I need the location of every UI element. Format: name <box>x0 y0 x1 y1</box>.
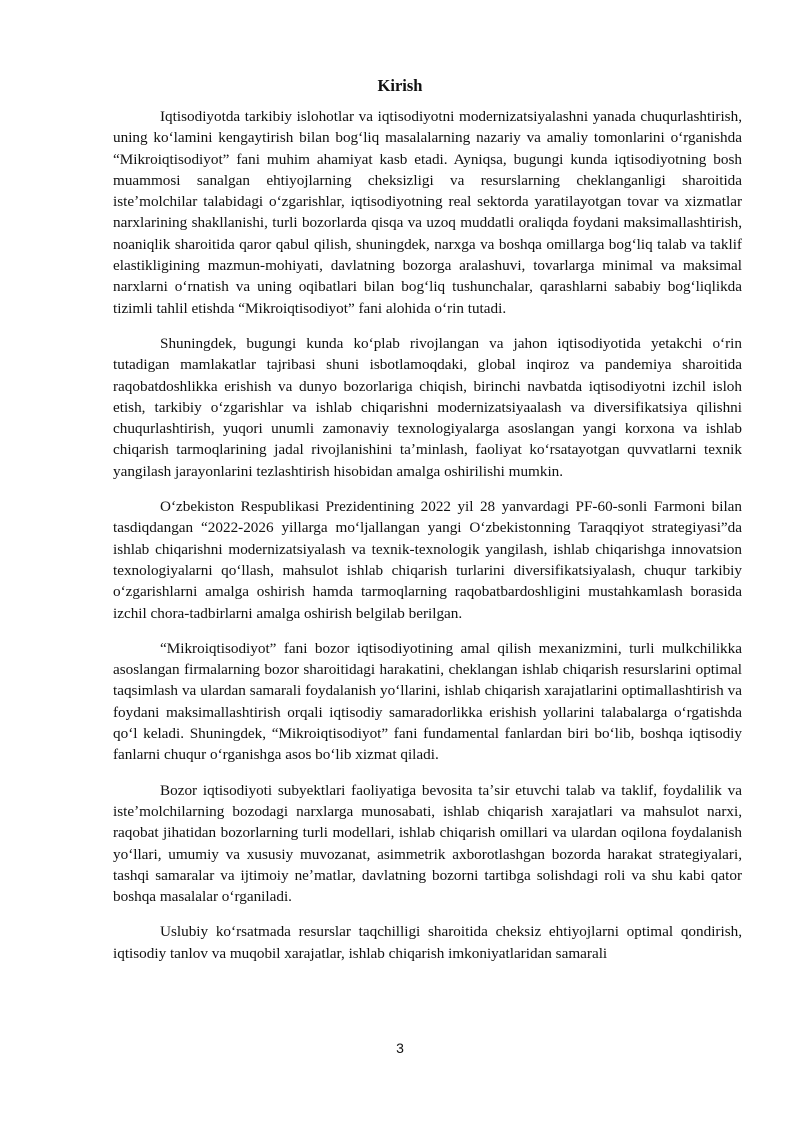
page-number: 3 <box>396 1040 404 1056</box>
paragraph-6: Uslubiy koʻrsatmada resurslar taqchilligi sharoitida cheksiz ehtiyojlarni optimal qondirish, iqtisodiy tanlov va muqobil xarajatlar, ishlab chiqarish imkoniyatlaridan samarali <box>113 923 742 962</box>
paragraph-3: Oʻzbekiston Respublikasi Prezidentining 2022 yil 28 yanvardagi PF-60-sonli Farmoni bilan tasdiqdangan “2022-2026 yillarga moʻljallangan yangi Oʻzbekistonning Taraqqiyot strategiyasi”da ishlab chiqarishni modernizatsiyalash va texnik-texnologik yangilash, ishlab chiqarishga innovatsion texnologiyalarni qoʻllash, mahsulot ishlab chiqarish turlarini diversifikatsiyalash, chuqur tarkibiy oʻzgarishlarni amalga oshirish hamda tarmoqlarning raqobatbardoshligini mustahkamlash borasida izchil chora-tadbirlarni amalga oshirish belgilab berilgan. <box>113 498 742 622</box>
paragraph-1: Iqtisodiyotda tarkibiy islohotlar va iqtisodiyotni modernizatsiyalashni yanada chuqurlashtirish, uning koʻlamini kengaytirish bilan bogʻliq masalalarning nazariy va amaliy tomonlarini oʻrganishda “Mikroiqtisodiyot” fani muhim ahamiyat kasb etadi. Ayniqsa, bugungi kunda iqtisodiyotning bosh muammosi sanalgan ehtiyojlarning cheksizligi va resurslarning cheklanganligi sharoitida isteʼmolchilar talabidagi oʻzgarishlar, iqtisodiyotning real sektorda yaratilayotgan tovar va xizmatlar narxlarining shakllanishi, turli bozorlarda qisqa va uzoq muddatli oraliqda foydani maksimallashtirish, noaniqlik sharoitida qaror qabul qilish, shuningdek, narxga va boshqa omillarga bogʻliq talab va taklif elastikligining mazmun-mohiyati, davlatning bozorga aralashuvi, tovarlarga minimal va maksimal narxlarni oʻrnatish va uning oqibatlari bilan bogʻliq tushunchalar, qarashlarni sababiy bogʻliqlikda tizimli tahlil etishda “Mikroiqtisodiyot” fani alohida oʻrin tutadi. <box>113 108 742 317</box>
paragraph-2: Shuningdek, bugungi kunda koʻplab rivojlangan va jahon iqtisodiyotida yetakchi oʻrin tutadigan mamlakatlar tajribasi shuni isbotlamoqdaki, global inqiroz va pandemiya sharoitida raqobatdoshlikka erishish va dunyo bozorlariga chiqish, birinchi navbatda iqtisodiyotni izchil isloh etish, tarkibiy oʻzgarishlar va ishlab chiqarishni modernizatsiyaalash va diversifikatsiya qilishni chuqurlashtirish, yuqori unumli zamonaviy texnologiyalarga asoslangan yangi korxona va ishlab chiqarish tarmoqlarining jadal rivojlanishini taʼminlash, faoliyat koʻrsatayotgan quvvatlarni texnik yangilash jarayonlarini tezlashtirish hisobidan amalga oshirilishi mumkin. <box>113 334 742 480</box>
section-title: Kirish <box>377 76 423 95</box>
paragraph-5: Bozor iqtisodiyoti subyektlari faoliyatiga bevosita taʼsir etuvchi talab va taklif, foydalilik va isteʼmolchilarning bozodagi narxlarga munosabati, ishlab chiqarish xarajatlari va mahsulot narxi, raqobat jihatidan bozorlarning turli modellari, ishlab chiqarish omillari va ulardan oqilona foydalanish yoʻllari, umumiy va xususiy muvozanat, asimmetrik axborotlashgan bozorda harakat strategiyalari, tashqi samaralar va ijtimoiy neʼmatlar, davlatning bozorni tartibga solishdagi roli va shu kabi qator boshqa masalalar oʻrganiladi. <box>113 781 742 906</box>
paragraph-4: “Mikroiqtisodiyot” fani bozor iqtisodiyotining amal qilish mexanizmini, turli mulkchilikka asoslangan firmalarning bozor sharoitidagi harakatini, cheklangan ishlab chiqarish resurslarini optimal taqsimlash va ulardan samarali foydalanish yoʻllarini, ishlab chiqarish xarajatlarini optimallashtirish va foydani maksimallashtirish orqali iqtisodiy samaradorlikka erishish yollarini talabalarga oʻrgatishda qoʻl keladi. Shuningdek, “Mikroiqtisodiyot” fani fundamental fanlardan biri boʻlib, boshqa iqtisodiy fanlarni chuqur oʻrganishga asos boʻlib xizmat qiladi. <box>113 639 742 764</box>
document-body <box>113 106 742 978</box>
